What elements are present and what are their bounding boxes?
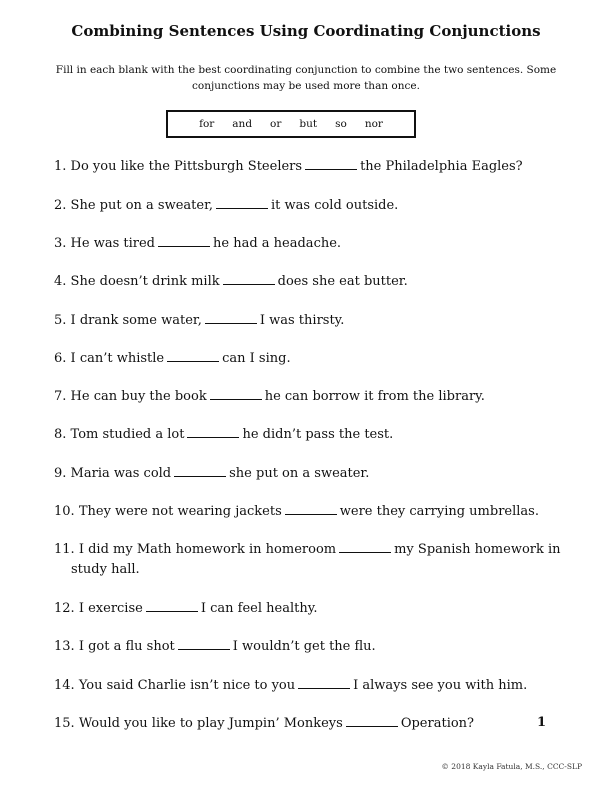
page-number: 1 <box>537 715 547 730</box>
instructions: Fill in each blank with the best coordinating conjunction to combine the two sentences. Some conjunctions may be used more than once. <box>55 64 557 92</box>
question-12 <box>54 599 564 619</box>
question-text-after: does she eat butter. <box>277 274 408 289</box>
question-text-after: she put on a sweater. <box>229 466 370 481</box>
question-number: 8. <box>54 427 67 442</box>
answer-blank[interactable] <box>205 311 257 324</box>
copyright-notice: © 2018 Kayla Fatula, M.S., CCC-SLP <box>441 762 582 771</box>
question-text-before: She doesn’t drink milk <box>70 274 220 289</box>
answer-blank[interactable] <box>339 540 391 553</box>
answer-blank[interactable] <box>216 196 268 209</box>
question-number: 12. <box>54 601 75 616</box>
answer-blank[interactable] <box>210 387 262 400</box>
question-text-after: Operation? <box>400 716 475 731</box>
question-number: 5. <box>54 313 67 328</box>
question-5 <box>54 311 564 331</box>
question-text-before: Would you like to play Jumpin’ Monkeys <box>78 716 343 731</box>
page-title: Combining Sentences Using Coordinating Conjunctions <box>71 22 541 40</box>
answer-blank[interactable] <box>167 349 219 362</box>
answer-blank[interactable] <box>305 157 357 170</box>
question-number: 3. <box>54 236 67 251</box>
question-text-after: he can borrow it from the library. <box>264 389 485 404</box>
question-8 <box>54 425 564 445</box>
word-bank-item: for <box>199 118 215 130</box>
question-text-after: can I sing. <box>222 351 291 366</box>
question-6 <box>54 349 564 369</box>
question-3 <box>54 234 564 254</box>
question-text-before: I drank some water, <box>70 313 202 328</box>
answer-blank[interactable] <box>178 637 230 650</box>
question-number: 6. <box>54 351 67 366</box>
question-text-after: it was cold outside. <box>271 198 399 213</box>
answer-blank[interactable] <box>223 272 275 285</box>
question-10 <box>54 502 564 522</box>
question-text-before: I exercise <box>78 601 143 616</box>
question-11 <box>54 540 564 580</box>
question-text-after: I was thirsty. <box>259 313 345 328</box>
question-text-before: Do you like the Pittsburgh Steelers <box>70 159 303 174</box>
question-number: 13. <box>54 639 75 654</box>
question-text-before: Tom studied a lot <box>70 427 185 442</box>
question-text-after: my Spanish homework in <box>394 542 561 557</box>
question-text-before: I can’t whistle <box>70 351 165 366</box>
question-2 <box>54 196 564 216</box>
question-text-after: I always see you with him. <box>353 678 528 693</box>
question-text-after: I can feel healthy. <box>200 601 318 616</box>
question-number: 9. <box>54 466 67 481</box>
answer-blank[interactable] <box>158 234 210 247</box>
word-bank-item: and <box>232 118 253 130</box>
question-number: 7. <box>54 389 67 404</box>
question-15 <box>54 714 564 734</box>
answer-blank[interactable] <box>146 599 198 612</box>
question-text-after: he didn’t pass the test. <box>242 427 394 442</box>
question-number: 2. <box>54 198 67 213</box>
question-7 <box>54 387 564 407</box>
question-14 <box>54 676 564 696</box>
question-text-continuation: study hall. <box>71 562 140 577</box>
question-text-before: I did my Math homework in homeroom <box>78 542 337 557</box>
answer-blank[interactable] <box>298 676 350 689</box>
question-13 <box>54 637 564 657</box>
question-text-before: He was tired <box>70 236 156 251</box>
question-text-after: I wouldn’t get the flu. <box>232 639 376 654</box>
answer-blank[interactable] <box>174 464 226 477</box>
question-text-before: She put on a sweater, <box>70 198 213 213</box>
question-number: 11. <box>54 542 75 557</box>
word-bank <box>166 110 416 138</box>
question-number: 4. <box>54 274 67 289</box>
word-bank-item: nor <box>364 118 383 130</box>
question-1 <box>54 157 564 177</box>
question-4 <box>54 272 564 292</box>
answer-blank[interactable] <box>285 502 337 515</box>
question-text-before: You said Charlie isn’t nice to you <box>78 678 296 693</box>
word-bank-item: but <box>299 118 318 130</box>
question-9 <box>54 464 564 484</box>
answer-blank[interactable] <box>346 714 398 727</box>
question-text-before: I got a flu shot <box>78 639 175 654</box>
word-bank-item: so <box>335 118 347 130</box>
question-text-after: he had a headache. <box>213 236 342 251</box>
question-text-before: He can buy the book <box>70 389 207 404</box>
question-text-after: were they carrying umbrellas. <box>339 504 539 519</box>
question-number: 14. <box>54 678 75 693</box>
question-text-before: They were not wearing jackets <box>78 504 282 519</box>
question-number: 15. <box>54 716 75 731</box>
question-number: 10. <box>54 504 75 519</box>
word-bank-item: or <box>270 118 282 130</box>
question-number: 1. <box>54 159 67 174</box>
question-text-after: the Philadelphia Eagles? <box>360 159 523 174</box>
question-text-before: Maria was cold <box>70 466 172 481</box>
answer-blank[interactable] <box>187 425 239 438</box>
